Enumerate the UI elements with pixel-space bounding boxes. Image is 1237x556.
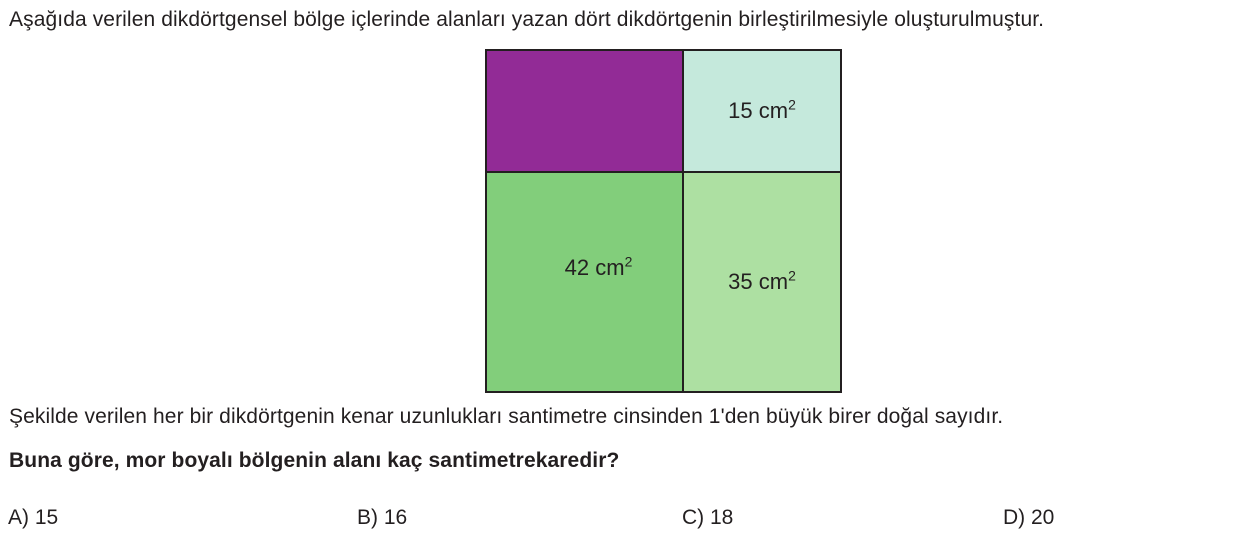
area-label-15: 15 $cm^2$ [728, 96, 796, 123]
area-15-region [684, 51, 840, 171]
problem-condition-text: Şekilde verilen her bir dikdörtgenin kenar uzunlukları santimetre cinsinden 1'den büyük birer doğal sayıdır. [9, 405, 1004, 428]
option-b: B) 16 [357, 506, 408, 529]
area-42-region [487, 173, 682, 391]
purple-region [487, 51, 682, 171]
option-a: A) 15 [8, 506, 59, 529]
area-label-35: 35 $cm^2$ [728, 267, 796, 294]
area-label-42: 42 $cm^2$ [564, 253, 633, 280]
problem-intro-text: Aşağıda verilen dikdörtgensel bölge içlerinde alanları yazan dört dikdörtgenin birleştirilmesiyle oluşturulmuştur. [9, 8, 1045, 31]
option-d: D) 20 [1003, 506, 1055, 529]
area-35-region [684, 173, 840, 391]
option-c: C) 18 [682, 506, 734, 529]
problem-question-text: Buna göre, mor boyalı bölgenin alanı kaç santimetrekaredir? [9, 449, 620, 472]
composite-rectangle-figure [485, 49, 842, 393]
